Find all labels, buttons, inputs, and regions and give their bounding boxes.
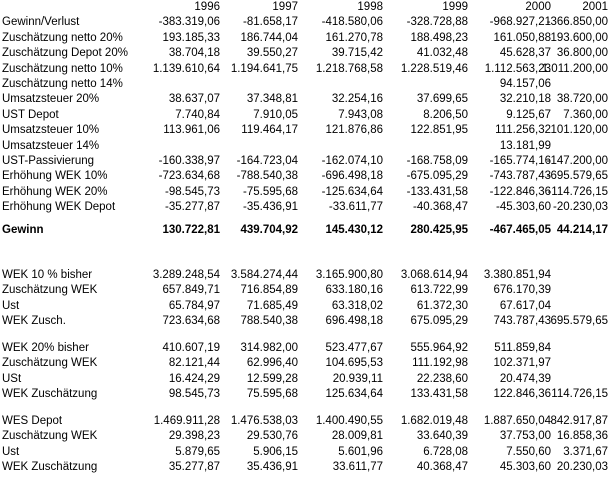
cell: 161.270,78: [325, 31, 383, 44]
cell: 788.540,38: [240, 315, 298, 328]
cell: 75.595,68: [246, 388, 298, 401]
cell: 33.640,39: [416, 430, 468, 443]
cell: 32.254,16: [331, 93, 383, 106]
cell: 111.256,32: [495, 124, 551, 137]
cell: 1.400.490,55: [315, 415, 383, 427]
cell: 9.125,67: [506, 108, 551, 121]
table-row: [0, 387, 610, 402]
cell: 723.634,68: [162, 315, 220, 328]
cell: 5.906,15: [253, 445, 298, 458]
cell: 696.498,18: [325, 315, 383, 328]
cell: 122.851,95: [410, 124, 468, 137]
table-row: [0, 15, 610, 30]
cell: -45.303,60: [496, 201, 551, 214]
cell: 5.601,96: [338, 445, 383, 458]
cell: -98.545,73: [165, 185, 220, 198]
cell: 62.996,40: [246, 357, 298, 370]
table-row: [0, 414, 610, 429]
cell: 114.726,15: [551, 388, 608, 401]
table-row: [0, 200, 610, 215]
cell: -383.319,06: [158, 16, 220, 29]
cell: -20.230,03: [553, 201, 608, 214]
cell: 1.476.538,03: [230, 415, 298, 427]
table-row: [0, 429, 610, 444]
cell: 161.050,88: [493, 31, 551, 44]
table-row: [0, 185, 610, 200]
cell: 63.318,02: [331, 299, 383, 312]
cell: 122.846,36: [493, 388, 551, 401]
row-label: Zuschätzung netto 14%: [2, 78, 123, 90]
table-row: [0, 62, 610, 77]
cell: -81.658,17: [243, 16, 298, 29]
row-label: Zuschätzung WEK: [2, 357, 98, 370]
row-label: Umsatzsteuer 14%: [2, 139, 100, 152]
year-header-row: [0, 0, 610, 15]
cell: 45.628,37: [499, 47, 551, 60]
cell: -160.338,97: [158, 155, 220, 167]
cell: 104.695,53: [325, 357, 383, 370]
cell: 675.095,29: [410, 315, 468, 328]
row-label: Zuschätzung netto 20%: [2, 31, 123, 44]
cell: 94.157,06: [499, 78, 551, 90]
year-header: 1997: [272, 1, 298, 13]
cell: 7.943,08: [338, 108, 383, 121]
cell: 29.398,23: [168, 430, 220, 443]
row-label: Erhöhung WEK 10%: [2, 170, 108, 183]
cell: 511.859,84: [494, 342, 551, 354]
cell: 38.637,07: [168, 93, 220, 106]
cell: -33.611,77: [328, 201, 383, 214]
cell: 20.474,39: [499, 372, 551, 385]
cell: 125.634,64: [325, 388, 383, 401]
cell: 35.436,91: [246, 461, 298, 474]
cell: 32.210,18: [499, 93, 551, 106]
table-row: [0, 31, 610, 46]
cell: 410.607,19: [162, 342, 220, 354]
cell: 523.477,67: [325, 342, 383, 354]
cell: 39.550,27: [246, 47, 298, 60]
cell: 7.360,00: [563, 108, 608, 121]
cell: 20.230,03: [556, 461, 608, 474]
table-row: [0, 268, 610, 283]
cell: 29.530,76: [246, 430, 298, 443]
table-row: [0, 77, 610, 92]
row-label: Umsatzsteuer 20%: [2, 93, 100, 106]
cell: 314.982,00: [240, 342, 298, 354]
cell: 439.704,92: [240, 224, 298, 236]
cell: 16.858,36: [556, 430, 608, 443]
cell: 3.584.274,44: [230, 269, 298, 281]
cell: -164.723,04: [236, 155, 298, 167]
cell: 280.425,95: [410, 224, 468, 236]
cell: 555.964,92: [410, 342, 468, 354]
table-row: [0, 46, 610, 61]
cell: 8.206,50: [423, 108, 468, 121]
cell: 1.112.563,23: [484, 62, 551, 75]
cell: 20.939,11: [332, 372, 383, 385]
cell: 695.579,65: [550, 315, 608, 328]
cell: 613.722,99: [410, 284, 468, 297]
cell: -114.726,15: [547, 185, 608, 198]
cell: 102.371,97: [493, 357, 551, 370]
cell: -35.436,91: [243, 201, 298, 214]
cell: 676.170,39: [493, 284, 551, 297]
table-row: [0, 445, 610, 460]
table-row: [0, 154, 610, 169]
table-row: [0, 356, 610, 371]
row-label: Zuschätzung netto 10%: [2, 62, 123, 75]
row-label: WEK Zuschätzung: [2, 388, 98, 401]
cell: 3.289.248,54: [152, 269, 220, 281]
cell: 1.218.768,58: [315, 62, 383, 75]
cell: 7.910,05: [253, 108, 298, 121]
year-header: 2000: [525, 1, 551, 13]
cell: 39.715,42: [331, 47, 383, 60]
cell: 3.371,67: [563, 445, 608, 458]
cell: 188.498,23: [410, 31, 468, 44]
cell: 3.380.851,94: [483, 269, 551, 281]
table-row: [0, 299, 610, 314]
cell: -122.846,36: [489, 185, 551, 198]
cell: 38.720,00: [556, 93, 608, 106]
cell: 186.744,04: [240, 31, 298, 44]
cell: 36.800,00: [556, 47, 608, 60]
cell: 1.011.200,00: [541, 62, 608, 75]
year-header: 1996: [194, 1, 220, 13]
cell: 12.599,28: [246, 372, 298, 385]
row-label: Ust: [2, 445, 20, 458]
cell: -40.368,47: [413, 201, 468, 214]
cell: -165.774,16: [489, 155, 551, 167]
cell: 16.424,29: [168, 372, 220, 385]
cell: 121.876,86: [325, 124, 383, 137]
cell: 35.277,87: [168, 461, 220, 474]
row-label: WEK Zuschätzung: [2, 461, 98, 474]
cell: 716.854,89: [240, 284, 298, 297]
row-label: Zuschätzung Depot 20%: [2, 47, 128, 60]
year-header: 1998: [357, 1, 383, 13]
row-label: Erhöhung WEK Depot: [2, 201, 116, 214]
cell: 3.165.900,80: [315, 269, 383, 281]
cell: 1.139.610,64: [152, 62, 220, 75]
row-label: Gewinn: [2, 224, 44, 236]
table-row: [0, 169, 610, 184]
cell: 65.784,97: [168, 299, 220, 312]
year-header: 2001: [582, 1, 608, 13]
cell: 1.194.641,75: [230, 62, 298, 75]
cell: -675.095,29: [406, 170, 468, 183]
table-row: [0, 92, 610, 107]
row-label: WEK Zusch.: [2, 315, 66, 328]
cell: 193.185,33: [162, 31, 220, 44]
cell: -75.595,68: [243, 185, 298, 198]
table-row: [0, 283, 610, 298]
cell: 3.068.614,94: [400, 269, 468, 281]
cell: -168.758,09: [406, 155, 468, 167]
table-row: [0, 460, 610, 475]
cell: -35.277,87: [165, 201, 220, 214]
cell: 5.879,65: [175, 445, 220, 458]
row-label: UST Depot: [2, 108, 59, 121]
row-label: Erhöhung WEK 20%: [2, 185, 108, 198]
cell: 44.214,17: [556, 224, 608, 236]
cell: -743.787,43: [489, 170, 551, 183]
cell: -968.927,21: [489, 16, 551, 29]
cell: 67.617,04: [499, 299, 551, 312]
year-header: 1999: [442, 1, 468, 13]
cell: -125.634,64: [321, 185, 383, 198]
cell: 1.228.519,46: [400, 62, 468, 75]
table-row: [0, 108, 610, 123]
row-label: Gewinn/Verlust: [2, 16, 80, 29]
cell: -366.850,00: [546, 16, 608, 29]
table-row: [0, 372, 610, 387]
table-row: [0, 139, 610, 154]
cell: 657.849,71: [162, 284, 220, 297]
cell: -467.465,05: [489, 224, 551, 236]
cell: 37.699,65: [416, 93, 468, 106]
cell: 743.787,43: [493, 315, 551, 328]
table-row: [0, 314, 610, 329]
cell: 41.032,48: [416, 47, 468, 60]
cell: 130.722,81: [162, 224, 220, 236]
row-label: WES Depot: [2, 415, 63, 427]
cell: 7.740,84: [175, 108, 220, 121]
row-label: USt: [2, 372, 22, 385]
cell: 101.120,00: [550, 124, 608, 137]
cell: 33.611,77: [332, 461, 383, 474]
total-row: [0, 223, 610, 238]
cell: -695.579,65: [546, 170, 608, 183]
cell: 119.464,17: [241, 124, 298, 137]
cell: 842.917,87: [550, 415, 608, 427]
cell: 98.545,73: [168, 388, 220, 401]
row-label: UST-Passivierung: [2, 155, 95, 167]
cell: 28.009,81: [331, 430, 383, 443]
cell: 82.121,44: [168, 357, 220, 370]
cell: -788.540,38: [236, 170, 298, 183]
row-label: Umsatzsteuer 10%: [2, 124, 100, 137]
cell: -696.498,18: [321, 170, 383, 183]
row-label: WEK 10 % bisher: [2, 269, 93, 281]
cell: 633.180,16: [325, 284, 383, 297]
cell: 113.961,06: [163, 124, 220, 137]
cell: 37.348,81: [246, 93, 298, 106]
cell: 71.685,49: [246, 299, 298, 312]
cell: 61.372,30: [416, 299, 468, 312]
cell: 145.430,12: [325, 224, 383, 236]
row-label: Zuschätzung WEK: [2, 284, 98, 297]
cell: 38.704,18: [168, 47, 220, 60]
cell: 1.682.019,48: [400, 415, 468, 427]
cell: 193.600,00: [550, 31, 608, 44]
row-label: Ust: [2, 299, 20, 312]
cell: 45.303,60: [499, 461, 551, 474]
row-label: Zuschätzung WEK: [2, 430, 98, 443]
cell: -133.431,58: [406, 185, 468, 198]
cell: 133.431,58: [410, 388, 468, 401]
cell: 6.728,08: [423, 445, 468, 458]
cell: -328.728,88: [406, 16, 468, 29]
cell: 13.181,99: [499, 139, 551, 152]
cell: -147.200,00: [546, 155, 608, 167]
cell: 40.368,47: [416, 461, 468, 474]
cell: 111.192,98: [412, 357, 468, 370]
cell: 1.469.911,28: [153, 415, 220, 427]
table-row: [0, 341, 610, 356]
cell: 22.238,60: [416, 372, 468, 385]
cell: 1.887.650,04: [483, 415, 551, 427]
cell: -418.580,06: [321, 16, 383, 29]
row-label: WEK 20% bisher: [2, 342, 89, 354]
cell: 37.753,00: [499, 430, 551, 443]
cell: -162.074,10: [321, 155, 383, 167]
cell: 7.550,60: [506, 445, 551, 458]
table-row: [0, 123, 610, 138]
cell: -723.634,68: [158, 170, 220, 183]
